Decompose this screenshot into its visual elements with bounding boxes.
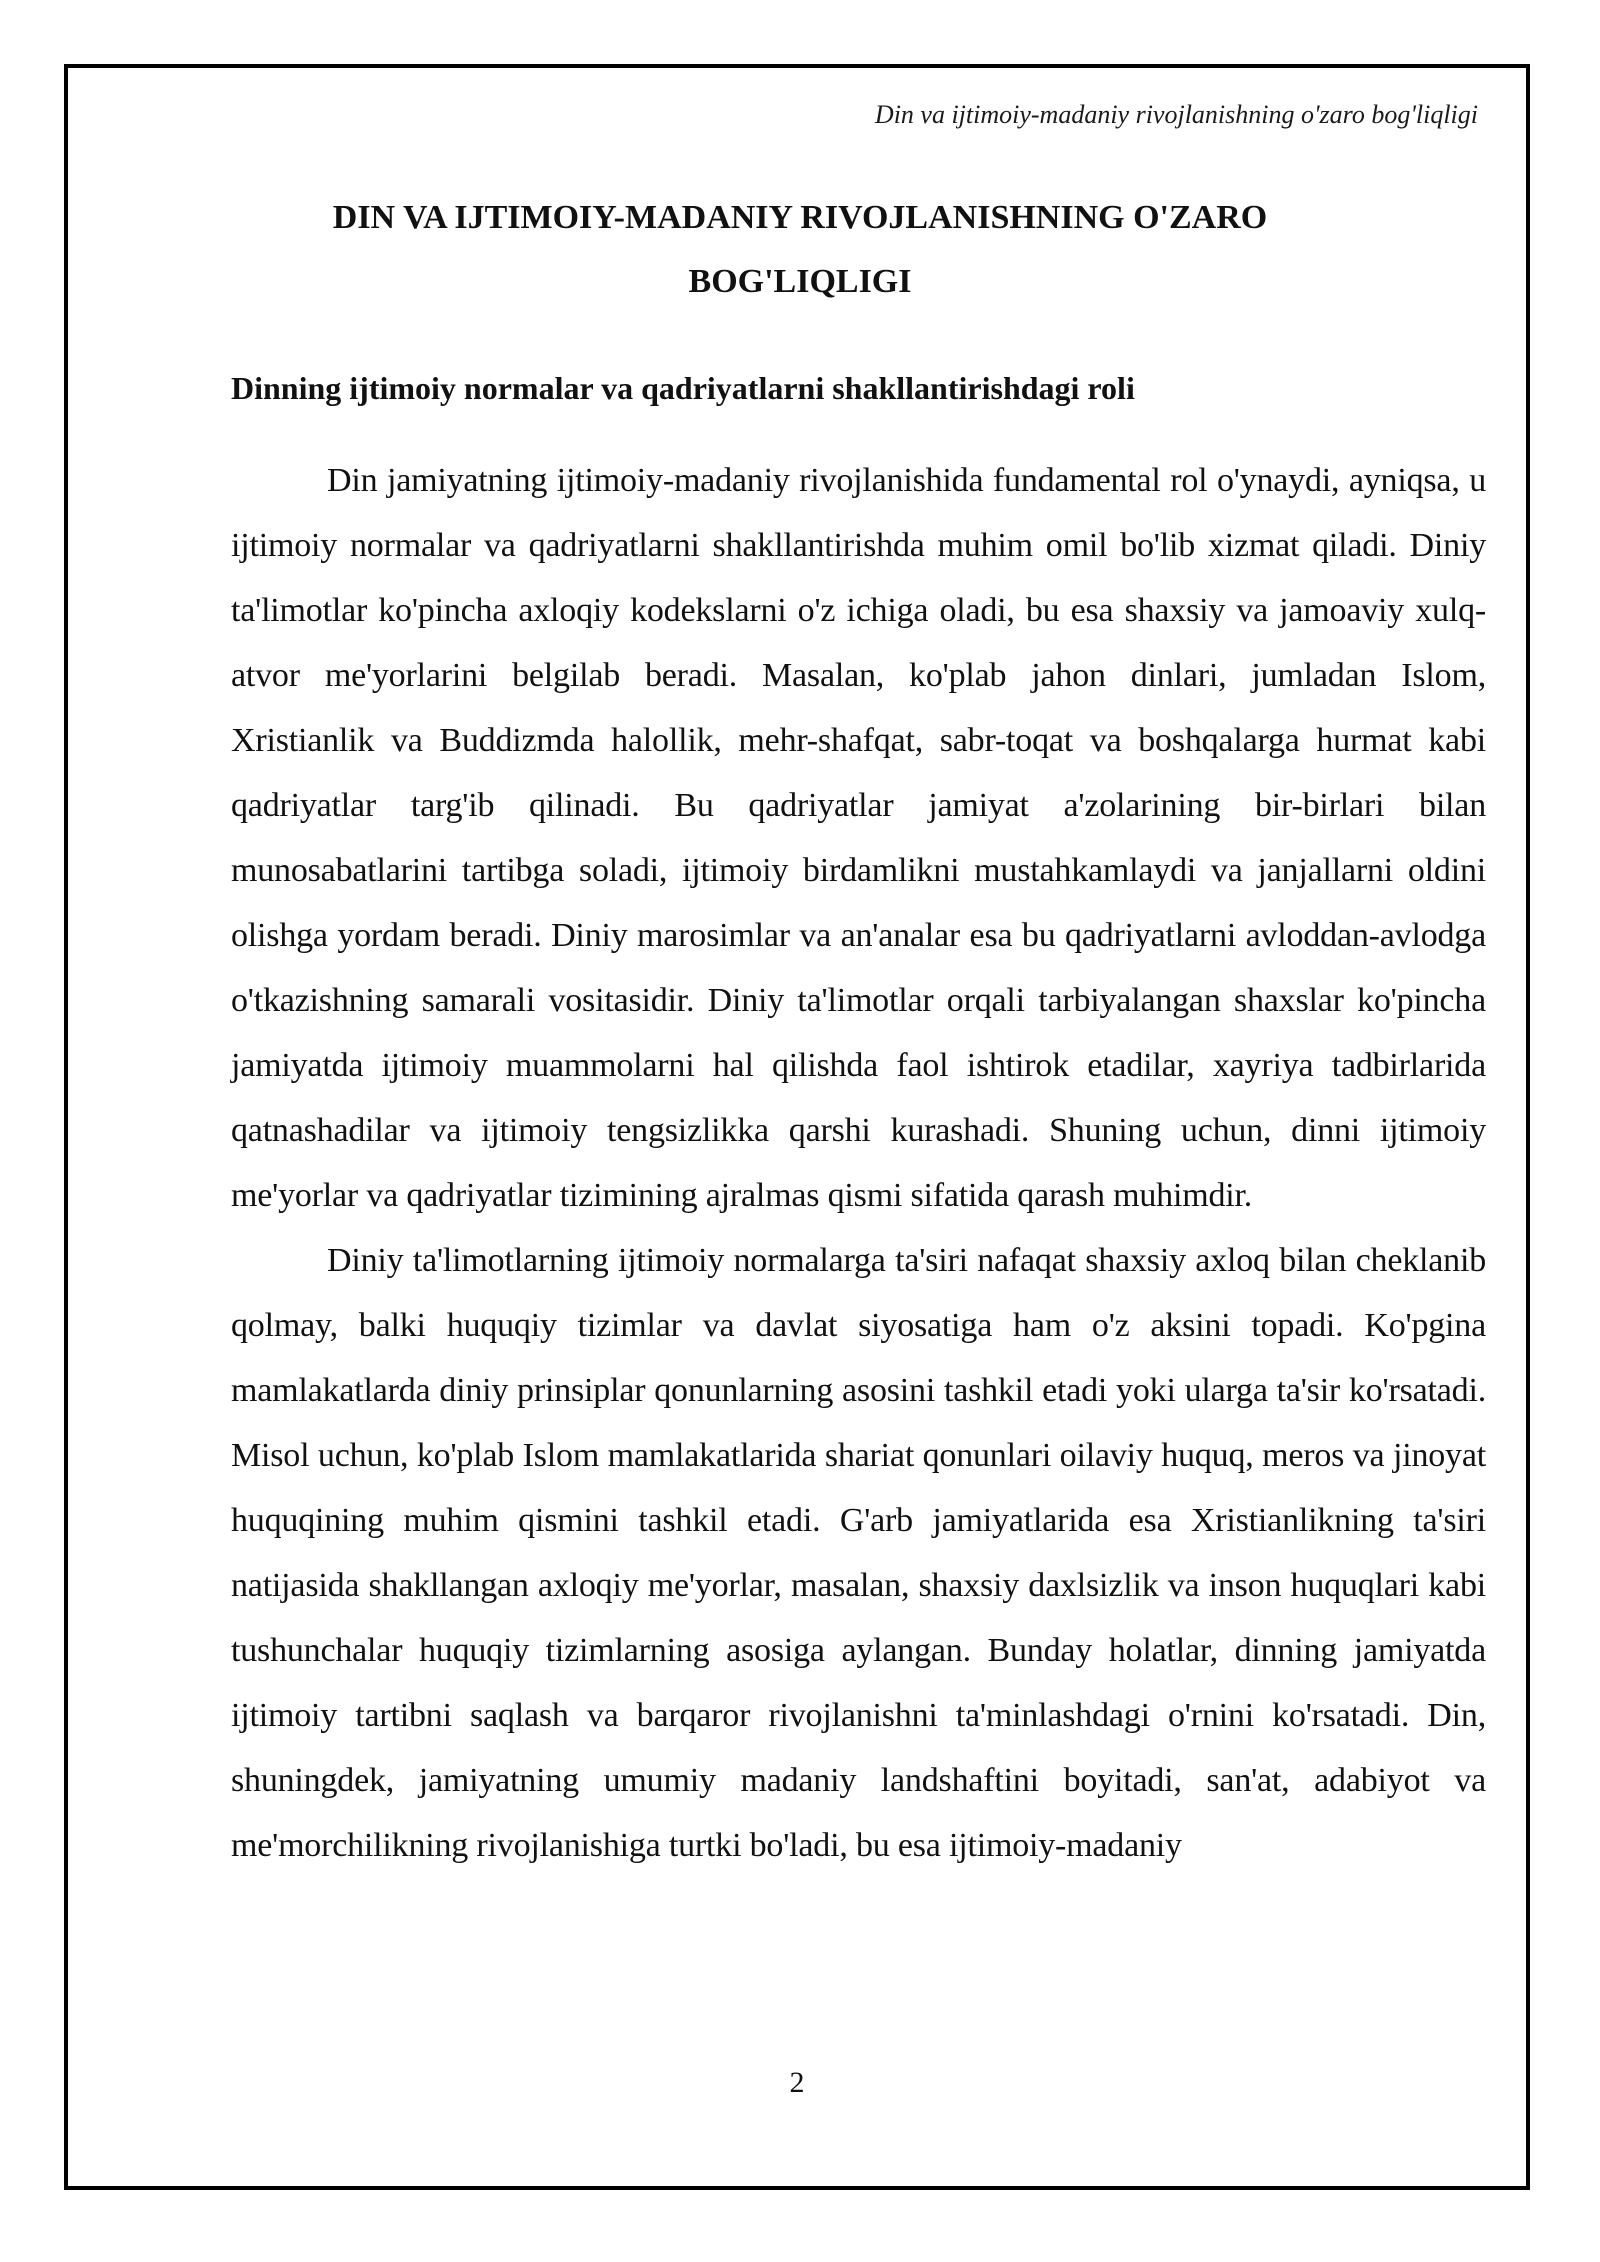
page-border [64,64,1530,2190]
document-title [228,186,1372,314]
document-title-line-2: BOG'LIQLIGI [688,263,912,300]
paragraph-2: Diniy ta'limotlarning ijtimoiy normalarga ta'siri nafaqat shaxsiy axloq bilan cheklanib qolmay, balki huquqiy tizimlar va davlat siyosatiga ham o'z aksini topadi. Ko'pgina mamlakatlarda diniy prinsiplar qonunlarning asosini tashkil etadi yoki ularga ta'sir ko'rsatadi. Misol uchun, ko'plab Islom mamlakatlarida shariat qonunlari oilaviy huquq, meros va jinoyat huquqining muhim qismini tashkil etadi. G'arb jamiyatlarida esa Xristianlikning ta'siri natijasida shakllangan axloqiy me'yorlar, masalan, shaxsiy daxlsizlik va inson huquqlari kabi tushunchalar huquqiy tizimlarning asosiga aylangan. Bunday holatlar, dinning jamiyatda ijtimoiy tartibni saqlash va barqaror rivojlanishni ta'minlashdagi o'rnini ko'rsatadi. Din, shuningdek, jamiyatning umumiy madaniy landshaftini boyitadi, san'at, adabiyot va me'morchilikning rivojlanishiga turtki bo'ladi, bu esa ijtimoiy-madaniy [231,1242,1486,1864]
running-header: Din va ijtimoiy-madaniy rivojlanishning o'zaro bog'liqligi [874,100,1478,129]
page-number: 2 [789,2066,805,2099]
document-title-line-1: DIN VA IJTIMOIY-MADANIY RIVOJLANISHNING O'ZARO [332,199,1268,236]
paragraph-1: Din jamiyatning ijtimoiy-madaniy rivojlanishida fundamental rol o'ynaydi, ayniqsa, u ijtimoiy normalar va qadriyatlarni shakllantirishda muhim omil bo'lib xizmat qiladi. Diniy ta'limotlar ko'pincha axloqiy kodekslarni o'z ichiga oladi, bu esa shaxsiy va jamoaviy xulq-atvor me'yorlarini belgilab beradi. Masalan, ko'plab jahon dinlari, jumladan Islom, Xristianlik va Buddizmda halollik, mehr-shafqat, sabr-toqat va boshqalarga hurmat kabi qadriyatlar targ'ib qilinadi. Bu qadriyatlar jamiyat a'zolarining bir-birlari bilan munosabatlarini tartibga soladi, ijtimoiy birdamlikni mustahkamlaydi va janjallarni oldini olishga yordam beradi. Diniy marosimlar va an'analar esa bu qadriyatlarni avloddan-avlodga o'tkazishning samarali vositasidir. Diniy ta'limotlar orqali tarbiyalangan shaxslar ko'pincha jamiyatda ijtimoiy muammolarni hal qilishda faol ishtirok etadilar, xayriya tadbirlarida qatnashadilar va ijtimoiy tengsizlikka qarshi kurashadi. Shuning uchun, dinni ijtimoiy me'yorlar va qadriyatlar tizimining ajralmas qismi sifatida qarash muhimdir. [231,462,1486,1214]
section-heading: Dinning ijtimoiy normalar va qadriyatlarni shakllantirishdagi roli [231,370,1135,406]
body-text [231,448,1486,1878]
